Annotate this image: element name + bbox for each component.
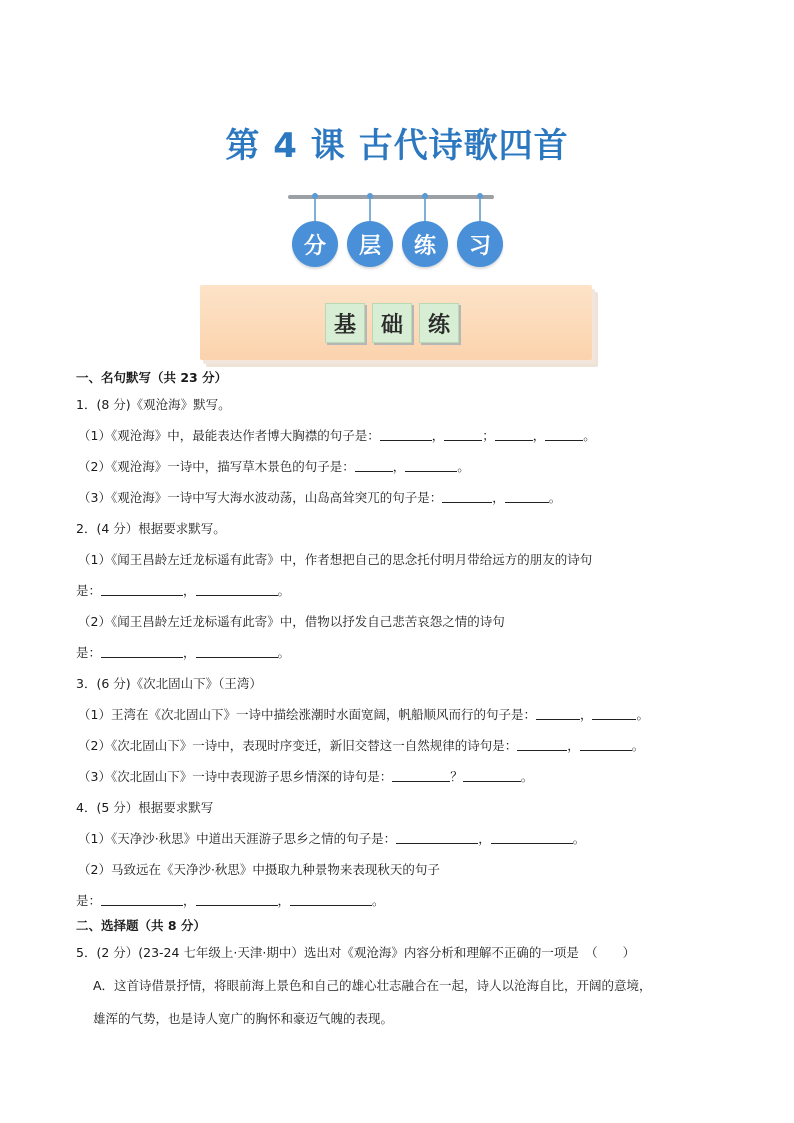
answer-blank[interactable] — [196, 893, 278, 906]
q4-stem: 4．(5 分）根据要求默写 — [76, 800, 214, 815]
answer-blank[interactable] — [196, 645, 278, 658]
q1-item-2: （2）《观沧海》一诗中，描写草木景色的句子是： ， 。 — [78, 459, 470, 474]
badge-fen: 分 — [292, 221, 338, 267]
q2-stem: 2．(4 分）根据要求默写。 — [76, 521, 226, 536]
q2-item-1-answer: 是： ， 。 — [76, 583, 291, 598]
answer-blank[interactable] — [380, 428, 432, 441]
banner-char-ji: 基 — [325, 303, 365, 343]
answer-blank[interactable] — [592, 707, 636, 720]
badge-rail — [288, 195, 494, 199]
q4-item-2: （2）马致远在《天净沙·秋思》中摄取九种景物来表现秋天的句子 — [78, 862, 440, 877]
q5-option-a-cont: 雄浑的气势，也是诗人宽广的胸怀和豪迈气魄的表现。 — [93, 1011, 394, 1026]
q1-item-1: （1）《观沧海》中，最能表达作者博大胸襟的句子是： ， ； ， 。 — [78, 428, 596, 443]
answer-blank[interactable] — [101, 893, 183, 906]
rail-peg — [369, 193, 371, 221]
answer-blank[interactable] — [536, 707, 580, 720]
answer-blank[interactable] — [545, 428, 583, 441]
rail-peg — [314, 193, 316, 221]
q1-stem: 1．(8 分)《观沧海》默写。 — [76, 397, 231, 412]
banner-char-chu: 础 — [372, 303, 412, 343]
q5-option-a: A．这首诗借景抒情，将眼前海上景色和自己的雄心壮志融合在一起，诗人以沧海自比，开阔的意境， — [93, 978, 652, 993]
q5-stem: 5．(2 分）(23-24 七年级上·天津·期中）选出对《观沧海》内容分析和理解不正确的一项是 （ ） — [76, 945, 636, 960]
page-title: 第 4 课 古代诗歌四首 — [225, 126, 569, 166]
answer-blank[interactable] — [396, 831, 478, 844]
answer-blank[interactable] — [491, 831, 573, 844]
q3-item-3: （3）《次北固山下》一诗中表现游子思乡情深的诗句是： ？ 。 — [78, 769, 534, 784]
answer-blank[interactable] — [442, 490, 492, 503]
q4-item-1: （1）《天净沙·秋思》中道出天涯游子思乡之情的句子是： ， 。 — [78, 831, 586, 846]
q1-item-3: （3）《观沧海》一诗中写大海水波动荡，山岛高耸突兀的句子是： ， 。 — [78, 490, 562, 505]
rail-peg — [479, 193, 481, 221]
banner-char-lian: 练 — [419, 303, 459, 343]
q2-item-2: （2）《闻王昌龄左迁龙标遥有此寄》中，借物以抒发自己悲苦哀怨之情的诗句 — [78, 614, 505, 629]
answer-blank[interactable] — [444, 428, 482, 441]
answer-blank[interactable] — [101, 583, 183, 596]
answer-blank[interactable] — [196, 583, 278, 596]
answer-blank[interactable] — [290, 893, 372, 906]
answer-blank[interactable] — [463, 769, 521, 782]
q3-item-1: （1）王湾在《次北固山下》一诗中描绘涨潮时水面宽阔，帆船顺风而行的句子是： ， 。 — [78, 707, 649, 722]
section-heading-2: 二、选择题（共 8 分） — [76, 918, 206, 933]
answer-blank[interactable] — [355, 459, 393, 472]
q2-item-2-answer: 是： ， 。 — [76, 645, 291, 660]
q3-item-2: （2）《次北固山下》一诗中，表现时序变迁，新旧交替这一自然规律的诗句是： ， 。 — [78, 738, 645, 753]
answer-blank[interactable] — [405, 459, 457, 472]
q3-stem: 3．(6 分)《次北固山下》（王湾） — [76, 676, 262, 691]
rail-peg — [424, 193, 426, 221]
answer-blank[interactable] — [101, 645, 183, 658]
badge-xi: 习 — [457, 221, 503, 267]
section-heading-1: 一、名句默写（共 23 分） — [76, 370, 228, 385]
badge-ceng: 层 — [347, 221, 393, 267]
q4-item-2-answer: 是： ， ， 。 — [76, 893, 385, 908]
q2-item-1: （1）《闻王昌龄左迁龙标遥有此寄》中，作者想把自己的思念托付明月带给远方的朋友的诗句 — [78, 552, 593, 567]
badge-lian: 练 — [402, 221, 448, 267]
answer-blank[interactable] — [392, 769, 450, 782]
answer-blank[interactable] — [505, 490, 549, 503]
answer-blank[interactable] — [517, 738, 567, 751]
answer-blank[interactable] — [580, 738, 632, 751]
answer-blank[interactable] — [495, 428, 533, 441]
